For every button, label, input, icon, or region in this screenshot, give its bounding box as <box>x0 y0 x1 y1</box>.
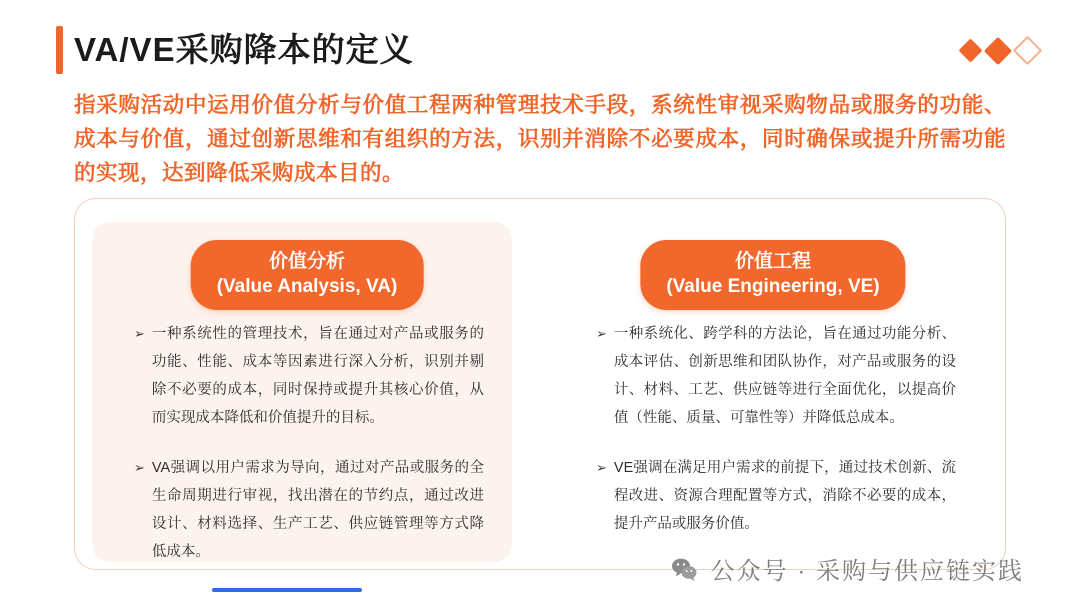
list-item-text: VE强调在满足用户需求的前提下，通过技术创新、流程改进、资源合理配置等方式，消除不必要的成本，提升产品或服务价值。 <box>613 460 956 532</box>
diamond-icon-1 <box>958 38 982 62</box>
bullet-arrow-icon: ➢ <box>596 460 607 475</box>
value-engineering-pill <box>640 240 905 310</box>
list-item <box>134 454 484 566</box>
diamond-outline-icon-3 <box>1013 36 1043 66</box>
column-value-engineering <box>540 198 1006 570</box>
wechat-icon <box>669 554 699 584</box>
bottom-accent-line <box>212 588 362 592</box>
title-accent-bar <box>56 26 63 74</box>
intro-paragraph: 指采购活动中运用价值分析与价值工程两种管理技术手段，系统性审视采购物品或服务的功能、成本与价值，通过创新思维和有组织的方法，识别并消除不必要成本，同时确保或提升所需功能的实现，达到降低采购成本目的。 <box>74 93 1006 185</box>
bullet-arrow-icon: ➢ <box>134 460 145 475</box>
list-item <box>134 320 484 432</box>
list-item-text: 一种系统性的管理技术，旨在通过对产品或服务的功能、性能、成本等因素进行深入分析，识别并剔除不必要的成本，同时保持或提升其核心价值，从而实现成本降低和价值提升的目标。 <box>151 326 484 426</box>
bullet-arrow-icon: ➢ <box>596 326 607 341</box>
list-item <box>596 320 956 432</box>
value-analysis-pill <box>191 240 424 310</box>
footer-text: 公众号 · 采购与供应链实践 <box>710 558 1024 585</box>
list-item-text: VA强调以用户需求为导向，通过对产品或服务的全生命周期进行审视，找出潜在的节约点，通过改进设计、材料选择、生产工艺、供应链管理等方式降低成本。 <box>151 460 484 560</box>
footer-watermark <box>669 551 1024 586</box>
value-analysis-title-cn: 价值分析 <box>268 251 346 272</box>
diamond-icon-2 <box>984 36 1012 64</box>
page-title: VA/VE采购降本的定义 <box>74 31 414 68</box>
value-engineering-title-en: (Value Engineering, VE) <box>666 276 880 297</box>
column-value-analysis <box>74 198 540 570</box>
bullet-arrow-icon: ➢ <box>134 326 145 341</box>
list-item <box>596 454 956 538</box>
value-engineering-bullets <box>596 320 956 560</box>
value-analysis-bullets <box>134 320 484 588</box>
list-item-text: 一种系统化、跨学科的方法论，旨在通过功能分析、成本评估、创新思维和团队协作，对产品或服务的设计、材料、工艺、供应链等进行全面优化，以提高价值（性能、质量、可靠性等）并降低总成本。 <box>613 326 956 426</box>
value-engineering-title-cn: 价值工程 <box>734 251 811 272</box>
columns-container <box>74 198 1006 570</box>
diamond-decoration <box>962 40 1038 61</box>
value-analysis-title-en: (Value Analysis, VA) <box>216 276 398 297</box>
